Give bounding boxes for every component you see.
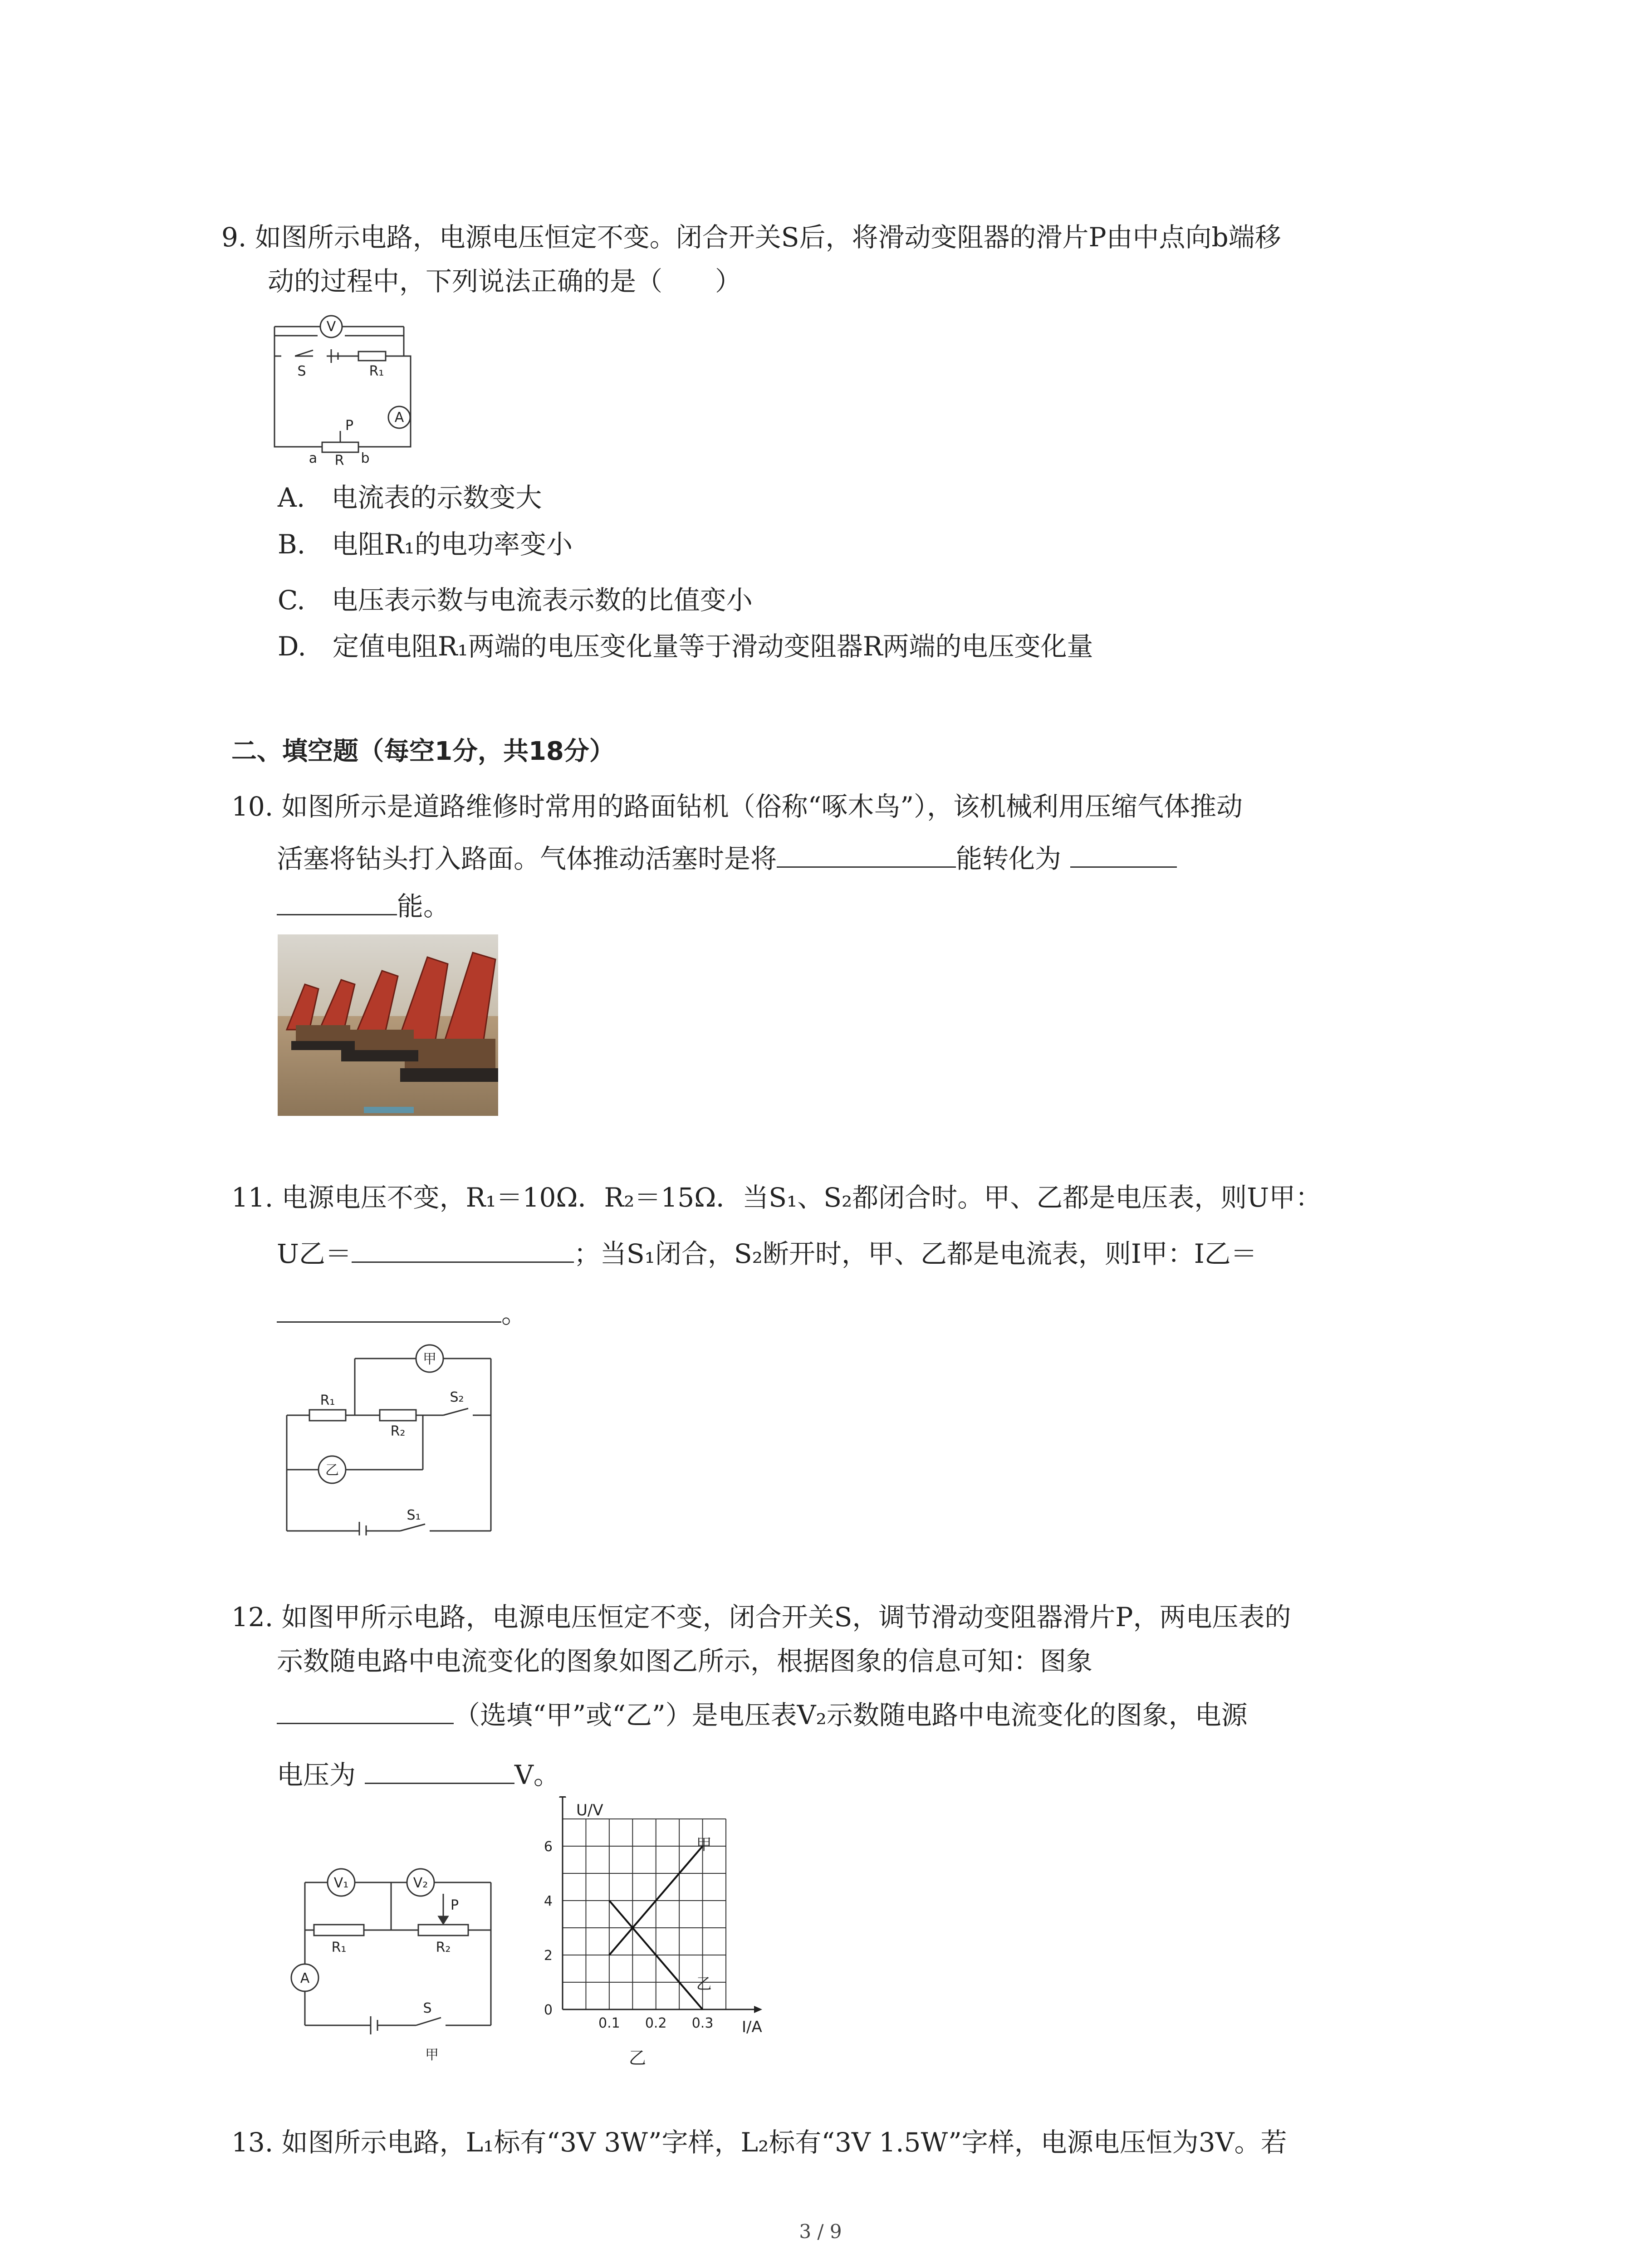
y-tick-label: 4 xyxy=(544,1893,553,1909)
chart-caption: 乙 xyxy=(628,2048,647,2068)
q11-switch-s2 xyxy=(443,1408,468,1415)
q12-circuit-diagram-jia xyxy=(278,1844,505,2071)
q9-p-label: P xyxy=(345,418,354,434)
q12-line4-a: 电压为 xyxy=(277,1760,356,1790)
chart-y-axis-label: U/V xyxy=(576,1801,603,1819)
q11-blank-1[interactable] xyxy=(352,1235,574,1263)
q12-line3 xyxy=(277,1696,1248,1733)
q12-a-label: A xyxy=(300,1970,310,1986)
q11-resistor-r2 xyxy=(380,1410,416,1421)
q12-r2-label: R₂ xyxy=(436,1940,451,1955)
q9-option-a: A. 电流表的示数变大 xyxy=(278,482,542,513)
q10-line1: 10. 如图所示是道路维修时常用的路面钻机（俗称“啄木鸟”），该机械利用压缩气体推动 xyxy=(231,791,1243,822)
q12-line4-b: V。 xyxy=(514,1760,560,1790)
q9-r1-label: R₁ xyxy=(369,363,384,379)
q12-line3-text: （选填“甲”或“乙”）是电压表V₂示数随电路中电流变化的图象，电源 xyxy=(454,1700,1248,1730)
q12-r1-label: R₁ xyxy=(331,1940,347,1955)
q13-line1: 13. 如图所示电路，L₁标有“3V 3W”字样，L₂标有“3V 1.5W”字样，电源电压恒为3V。若 xyxy=(231,2127,1287,2158)
y-tick-label: 6 xyxy=(544,1839,553,1855)
q10-line2-b: 能转化为 xyxy=(956,843,1062,874)
q9-option-c: C. 电压表示数与电流表示数的比值变小 xyxy=(278,585,753,616)
q11-switch-s1 xyxy=(400,1524,425,1531)
q9-circuit-diagram xyxy=(268,308,431,472)
chart-x-axis-label: I/A xyxy=(742,2018,762,2036)
q9-a-label: A xyxy=(394,410,404,425)
q12-graph-yi xyxy=(522,1796,776,2077)
q11-jia-label: 甲 xyxy=(423,1351,436,1367)
q9-s-label: S xyxy=(297,363,306,379)
series-label: 乙 xyxy=(696,1975,712,1993)
q9-rheostat xyxy=(322,442,358,452)
q9-circuit-wire xyxy=(274,356,411,447)
q9-line2: 动的过程中，下列说法正确的是（ ） xyxy=(268,266,742,297)
q9-b-end-label: b xyxy=(361,450,370,466)
q10-line3-text: 能。 xyxy=(397,891,450,922)
q11-line2-b: ；当S₁闭合，S₂断开时，甲、乙都是电流表，则I甲：I乙＝ xyxy=(573,1238,1257,1269)
q11-line2-a: U乙＝ xyxy=(277,1238,352,1269)
q12-s-label: S xyxy=(423,2000,432,2016)
page-number: 3 / 9 xyxy=(799,2220,842,2243)
q9-resistor-r1 xyxy=(358,352,386,361)
q12-v2-label: V₂ xyxy=(413,1875,428,1891)
y-tick-label: 2 xyxy=(544,1948,553,1964)
q11-yi-label: 乙 xyxy=(325,1462,339,1478)
q11-s1-label: S₁ xyxy=(407,1507,421,1523)
q11-line2 xyxy=(277,1235,1257,1272)
q9-option-d: D. 定值电阻R₁两端的电压变化量等于滑动变阻器R两端的电压变化量 xyxy=(278,631,1093,662)
x-axis-arrow xyxy=(754,2006,762,2013)
q12-blank-2[interactable] xyxy=(365,1756,514,1784)
chart-series xyxy=(609,1836,712,2009)
q12-line2: 示数随电路中电流变化的图象如图乙所示，根据图象的信息可知：图象 xyxy=(277,1646,1093,1677)
q11-line3 xyxy=(277,1295,528,1332)
q11-r1-label: R₁ xyxy=(320,1393,335,1408)
q11-blank-2[interactable] xyxy=(277,1295,501,1323)
section-2-heading: 二、填空题（每空1分，共18分） xyxy=(231,737,615,766)
q10-blank-2-cont[interactable] xyxy=(277,888,397,915)
y-axis-arrow xyxy=(559,1796,566,1798)
q12-blank-1[interactable] xyxy=(277,1696,454,1724)
q9-a-end-label: a xyxy=(309,450,318,466)
x-tick-label: 0.2 xyxy=(645,2015,667,2031)
q12-rheostat-r2 xyxy=(418,1925,468,1936)
q12-p-label: P xyxy=(450,1897,459,1913)
q10-blank-1[interactable] xyxy=(777,840,956,868)
q10-line2-a: 活塞将钻头打入路面。气体推动活塞时是将 xyxy=(277,843,777,874)
q10-line2 xyxy=(277,840,1177,877)
y-tick-label: 0 xyxy=(544,2002,553,2018)
q12-switch-s xyxy=(416,2018,441,2025)
q12-fig-jia-caption: 甲 xyxy=(425,2047,439,2063)
x-tick-label: 0.1 xyxy=(598,2015,620,2031)
q9-line1: 9. 如图所示电路，电源电压恒定不变。闭合开关S后，将滑动变阻器的滑片P由中点向b端移 xyxy=(221,222,1281,253)
q11-resistor-r1 xyxy=(309,1410,346,1421)
series-label: 甲 xyxy=(696,1836,712,1854)
q10-road-drill-photo xyxy=(278,934,498,1116)
x-tick-label: 0.3 xyxy=(691,2015,714,2031)
chart-ticks xyxy=(544,1839,714,2031)
q11-r2-label: R₂ xyxy=(390,1423,406,1439)
q12-v1-label: V₁ xyxy=(333,1875,349,1891)
q11-line1: 11. 电源电压不变，R₁＝10Ω．R₂＝15Ω．当S₁、S₂都闭合时。甲、乙都是电压表，则U甲： xyxy=(231,1182,1322,1213)
q11-line3-text: 。 xyxy=(501,1298,528,1329)
q9-r-label: R xyxy=(334,453,344,469)
q10-blank-2[interactable] xyxy=(1070,840,1177,868)
q10-line3 xyxy=(277,888,450,924)
q12-line1: 12. 如图甲所示电路，电源电压恒定不变，闭合开关S，调节滑动变阻器滑片P，两电压表的 xyxy=(231,1602,1291,1633)
q11-s2-label: S₂ xyxy=(450,1389,464,1405)
q9-option-b: B. 电阻R₁的电功率变小 xyxy=(278,529,573,560)
chart-axes xyxy=(559,1796,762,2013)
q12-resistor-r1 xyxy=(314,1925,364,1936)
q12-line4 xyxy=(277,1756,560,1793)
q9-v-label: V xyxy=(326,319,336,335)
q11-circuit-diagram xyxy=(278,1340,505,1535)
